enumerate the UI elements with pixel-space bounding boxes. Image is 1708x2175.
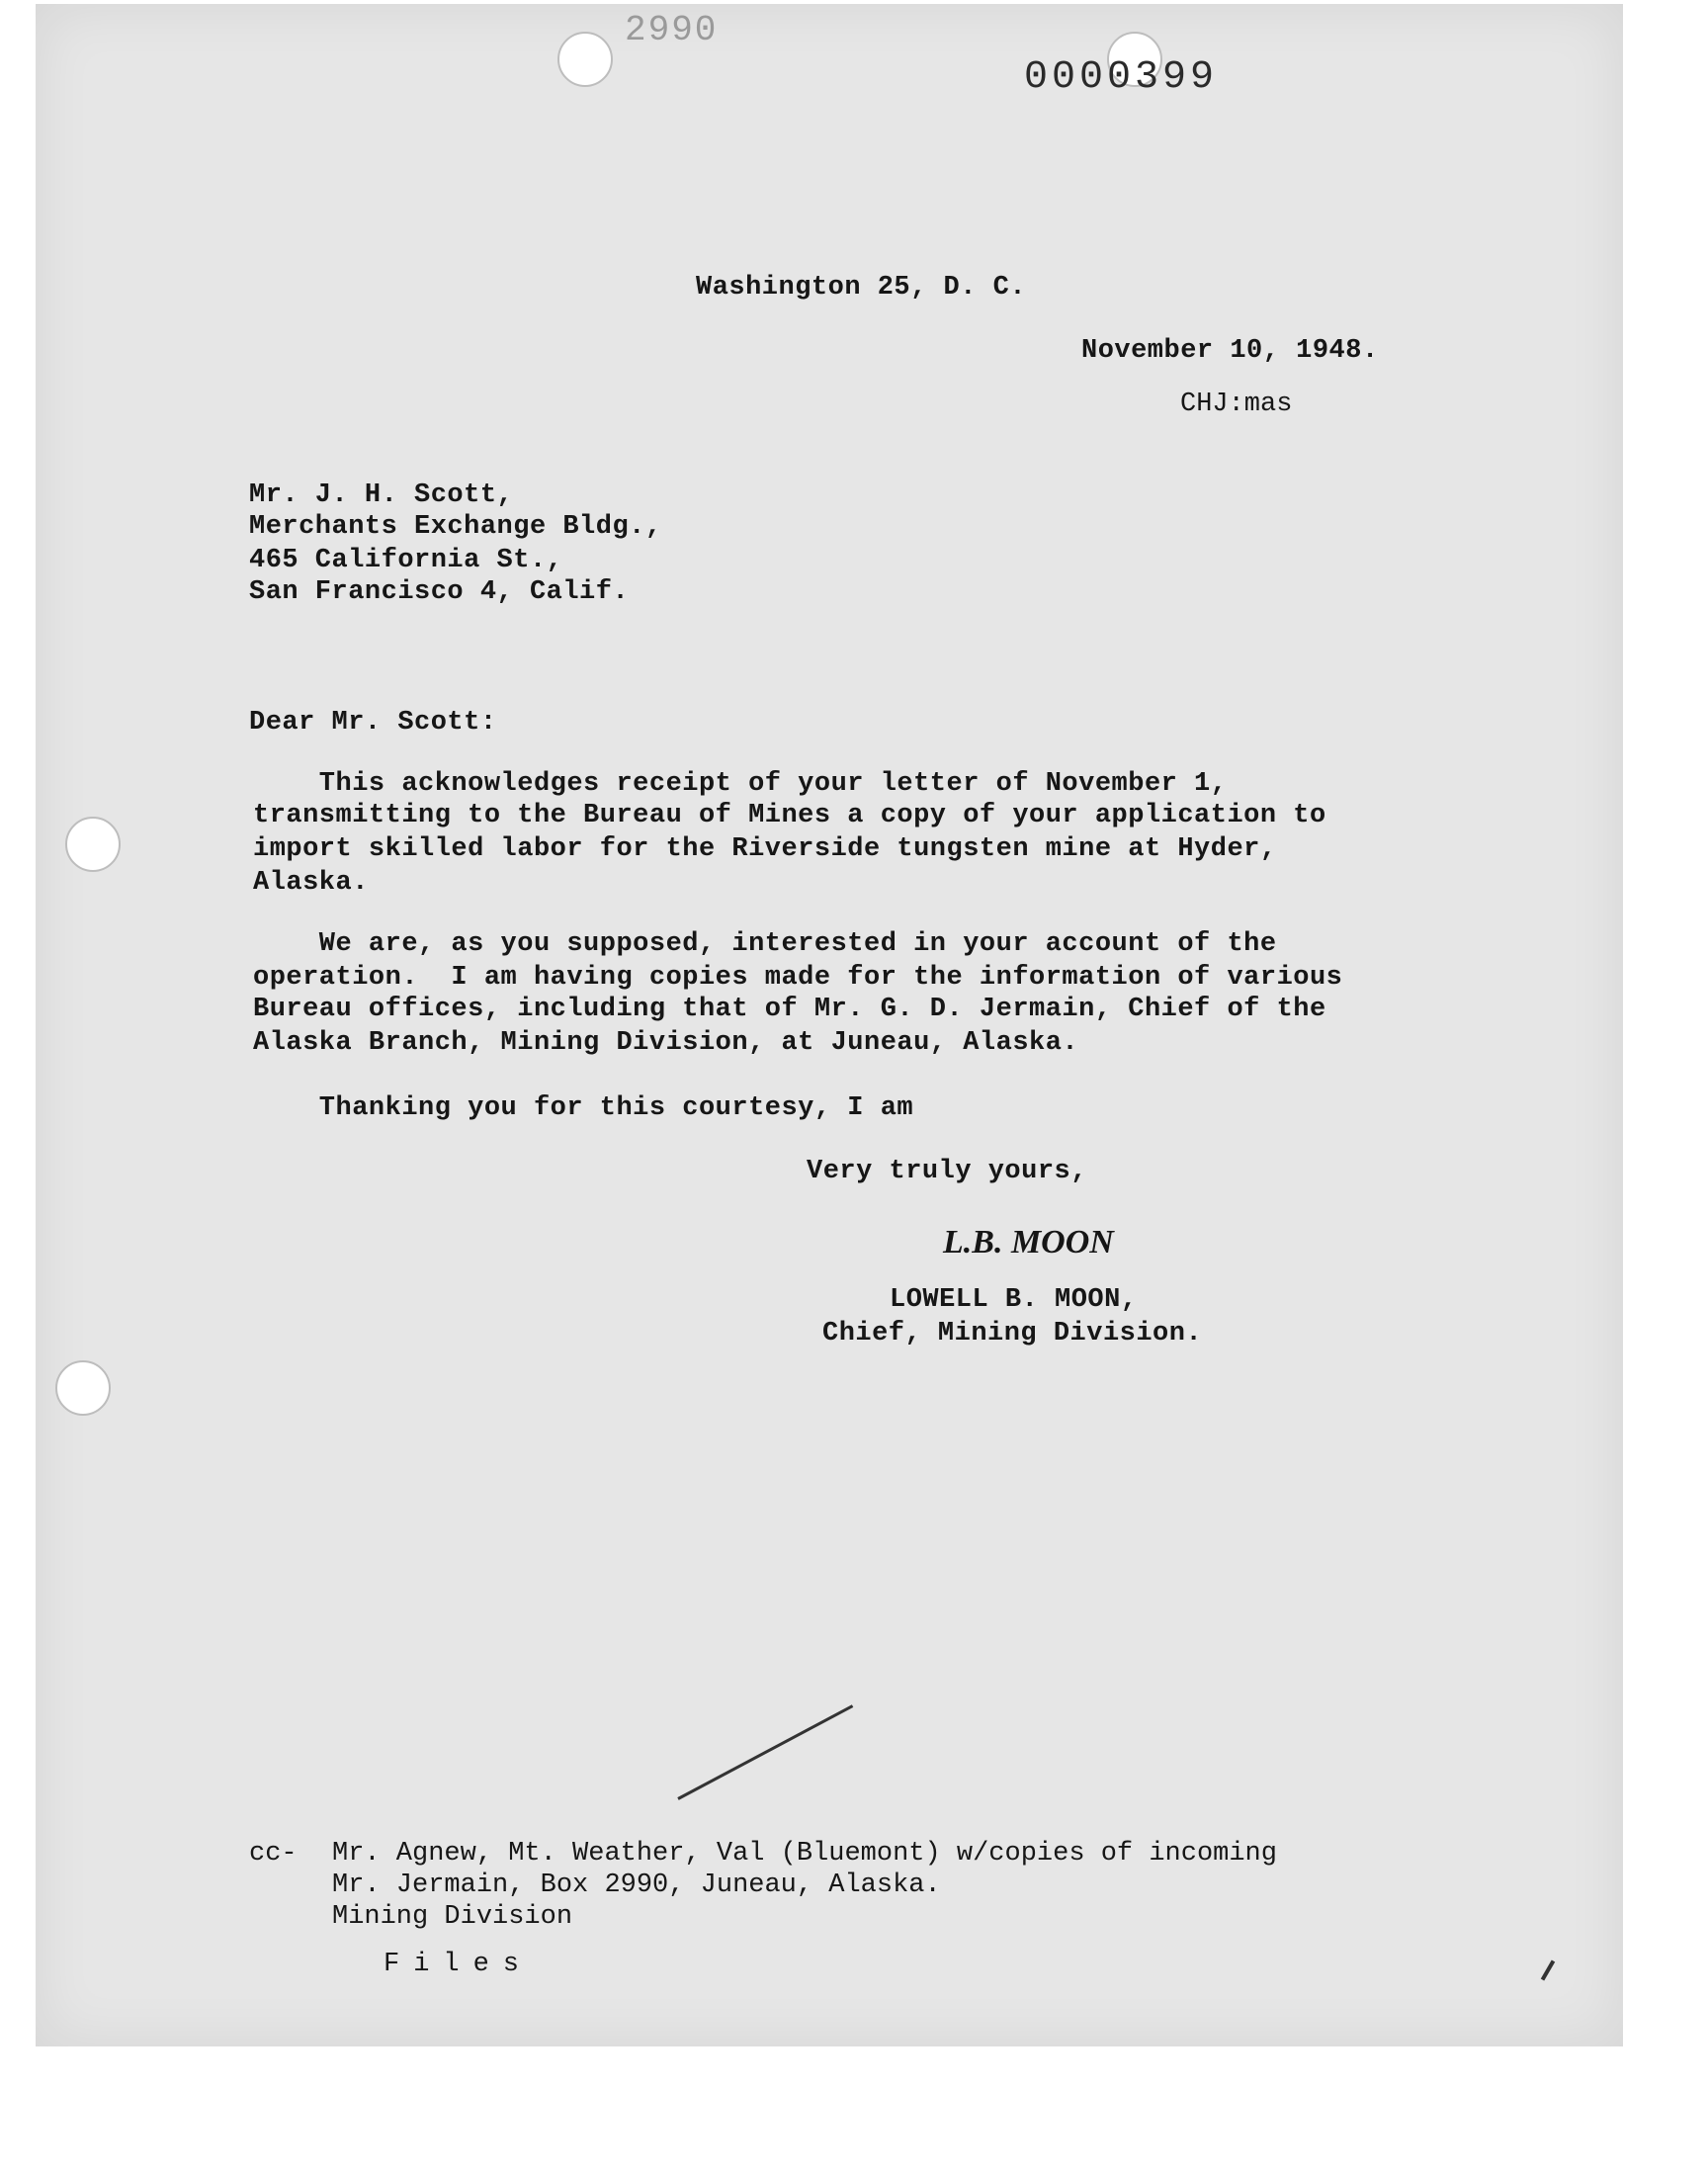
pen-stroke bbox=[677, 1704, 853, 1800]
body-line: import skilled labor for the Riverside tungsten mine at Hyder, bbox=[253, 834, 1277, 864]
letter-place: Washington 25, D. C. bbox=[696, 273, 1027, 303]
document-number: 0000399 bbox=[1024, 55, 1219, 100]
body-line: operation. I am having copies made for the information of various bbox=[253, 963, 1343, 993]
cc-line: Mr. Agnew, Mt. Weather, Val (Bluemont) w/copies of incoming bbox=[332, 1839, 1277, 1869]
signature-stamp: L.B. MOON bbox=[943, 1224, 1114, 1261]
body-line: This acknowledges receipt of your letter of November 1, bbox=[253, 769, 1228, 799]
complimentary-closing: Very truly yours, bbox=[807, 1157, 1087, 1186]
body-line: Bureau offices, including that of Mr. G. D. Jermain, Chief of the bbox=[253, 995, 1326, 1024]
address-line: San Francisco 4, Calif. bbox=[249, 577, 630, 607]
address-line: 465 California St., bbox=[249, 546, 563, 575]
punch-hole-top-left bbox=[557, 32, 613, 87]
cc-line: Mining Division bbox=[332, 1902, 573, 1932]
address-line: Mr. J. H. Scott, bbox=[249, 480, 514, 510]
body-line: Alaska Branch, Mining Division, at Juneau, Alaska. bbox=[253, 1028, 1079, 1058]
punch-hole-middle bbox=[65, 817, 121, 872]
cc-label: cc- bbox=[249, 1839, 298, 1869]
letter-date: November 10, 1948. bbox=[1081, 336, 1379, 366]
signer-title: Chief, Mining Division. bbox=[822, 1319, 1203, 1348]
cc-line: Mr. Jermain, Box 2990, Juneau, Alaska. bbox=[332, 1870, 941, 1900]
salutation: Dear Mr. Scott: bbox=[249, 708, 497, 738]
punch-hole-lower bbox=[55, 1360, 111, 1416]
margin-mark bbox=[1541, 1959, 1555, 1980]
cc-files: Files bbox=[384, 1950, 534, 1979]
reference-initials: CHJ:mas bbox=[1180, 390, 1293, 419]
body-paragraph-3: Thanking you for this courtesy, I am bbox=[253, 1093, 914, 1123]
body-line: Alaska. bbox=[253, 868, 369, 898]
faint-file-number: 2990 bbox=[625, 10, 719, 50]
address-line: Merchants Exchange Bldg., bbox=[249, 512, 662, 542]
body-line: transmitting to the Bureau of Mines a copy of your application to bbox=[253, 801, 1326, 830]
body-line: We are, as you supposed, interested in your account of the bbox=[253, 929, 1277, 959]
signer-name: LOWELL B. MOON, bbox=[890, 1285, 1138, 1315]
letter-page bbox=[36, 4, 1623, 2046]
